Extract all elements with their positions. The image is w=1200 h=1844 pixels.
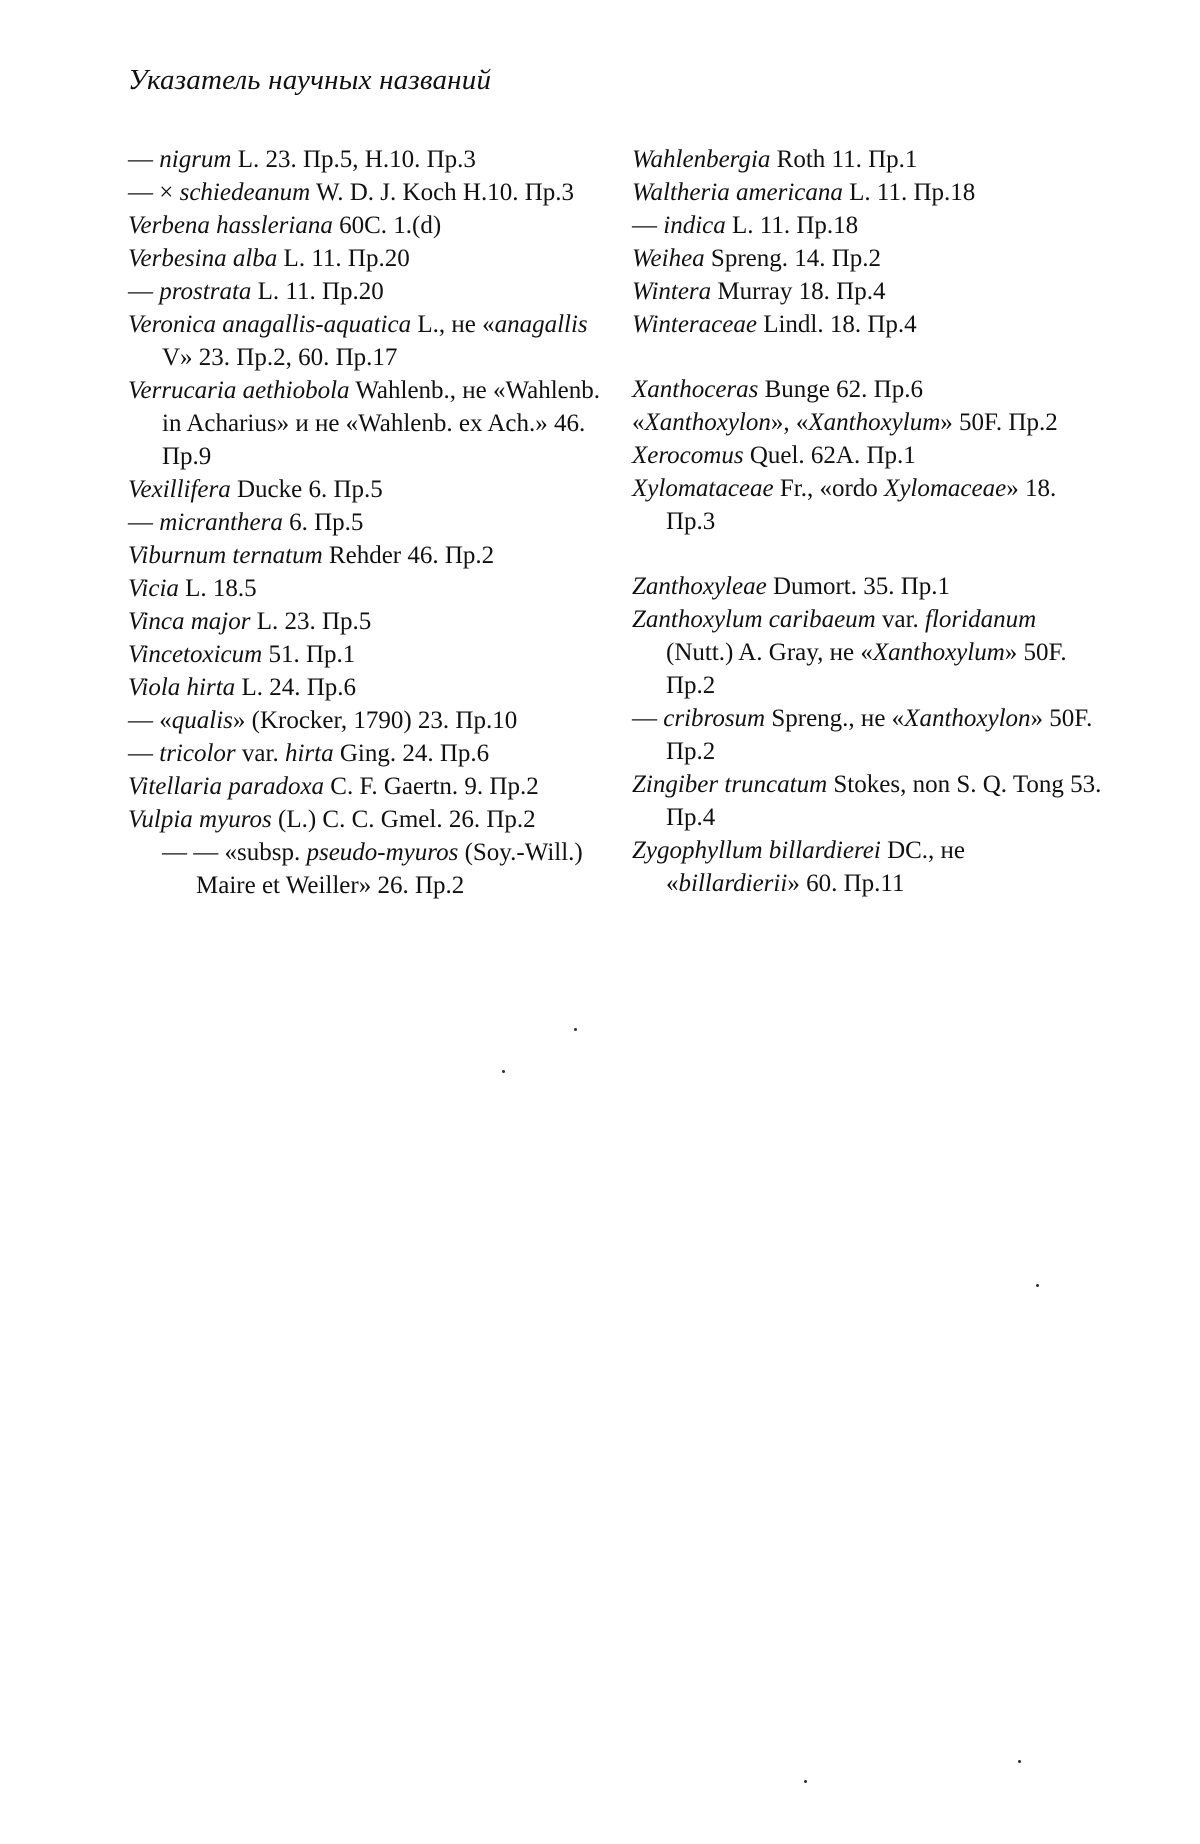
scientific-name: tricolor — [159, 740, 236, 767]
index-entry — [128, 176, 608, 209]
index-entry — [128, 374, 608, 473]
entry-reference: Stokes, non S. Q. Tong 53. Пр.4 — [666, 771, 1102, 831]
entry-reference: (L.) C. C. Gmel. 26. Пр.2 — [271, 806, 536, 833]
scientific-name: Wahlenbergia — [632, 146, 771, 173]
scientific-name: Xanthoxylum — [808, 409, 941, 436]
index-entry — [128, 143, 608, 176]
scientific-name: cribrosum — [663, 705, 766, 732]
index-entry — [632, 275, 1102, 308]
entry-reference: Roth 11. Пр.1 — [770, 146, 918, 173]
entry-reference: var. — [875, 606, 926, 633]
scan-speck — [1018, 1760, 1021, 1763]
entry-reference: L. 11. Пр.20 — [277, 245, 410, 272]
index-group-z — [632, 570, 1102, 900]
left-column — [128, 143, 608, 902]
entry-prefix: — — [128, 509, 160, 536]
index-entry — [128, 308, 608, 374]
index-entry — [128, 539, 608, 572]
entry-reference: 51. Пр.1 — [262, 641, 356, 668]
entry-reference: Murray 18. Пр.4 — [711, 278, 886, 305]
entry-reference: Fr., «ordo — [773, 475, 885, 502]
entry-reference: Rehder 46. Пр.2 — [322, 542, 495, 569]
scientific-name: Veronica anagallis-aquatica — [128, 311, 412, 338]
entry-reference: (Soy.-Will.) Maire et Weiller» 26. Пр.2 — [196, 839, 583, 899]
entry-reference: Spreng. 14. Пр.2 — [704, 245, 882, 272]
scientific-name: nigrum — [159, 146, 232, 173]
entry-reference: » (Krocker, 1790) 23. Пр.10 — [232, 707, 518, 734]
index-entry — [632, 242, 1102, 275]
index-entry — [632, 834, 1102, 900]
index-entry — [632, 373, 1102, 406]
index-entry — [632, 439, 1102, 472]
entry-reference: » 18. Пр.3 — [666, 475, 1057, 535]
scientific-name: hirta — [284, 740, 334, 767]
index-entry — [632, 702, 1102, 768]
scientific-name: Wintera — [632, 278, 712, 305]
entry-reference: Lindl. 18. Пр.4 — [756, 311, 917, 338]
scientific-name: Vulpia myuros — [128, 806, 272, 833]
index-entry — [128, 275, 608, 308]
index-entry — [128, 209, 608, 242]
scan-speck — [574, 1028, 577, 1031]
entry-reference: 60C. 1.(d) — [332, 212, 442, 239]
entry-reference: » 60. Пр.11 — [787, 870, 905, 897]
index-entry — [632, 472, 1102, 538]
right-column — [632, 143, 1102, 900]
entry-reference: L. 23. Пр.5 — [250, 608, 372, 635]
index-entry — [128, 770, 608, 803]
scientific-name: Xerocomus — [632, 442, 744, 469]
scientific-name: Verbena hassleriana — [128, 212, 333, 239]
entry-reference: Quel. 62A. Пр.1 — [743, 442, 916, 469]
entry-reference: Ducke 6. Пр.5 — [230, 476, 383, 503]
page-header: Указатель научных названий — [128, 64, 492, 96]
scientific-name: schiedeanum — [179, 179, 311, 206]
entry-prefix: — — [632, 212, 664, 239]
scientific-name: Xanthoxylon — [904, 705, 1031, 732]
index-group-x — [632, 373, 1102, 538]
index-entry — [632, 768, 1102, 834]
entry-reference: L. 11. Пр.18 — [725, 212, 859, 239]
scientific-name: qualis — [171, 707, 233, 734]
scientific-name: Verrucaria aethiobola — [128, 377, 350, 404]
scientific-name: prostrata — [159, 278, 252, 305]
scientific-name: Weihea — [632, 245, 705, 272]
entry-prefix: — — [128, 740, 160, 767]
entry-prefix: — × — [128, 179, 180, 206]
scientific-name: Winteraceae — [632, 311, 757, 338]
scientific-name: Vitellaria paradoxa — [128, 773, 325, 800]
scan-speck — [804, 1780, 807, 1783]
scientific-name: Zanthoxylum caribaeum — [632, 606, 876, 633]
index-entry — [632, 308, 1102, 341]
entry-prefix: « — [632, 409, 645, 436]
entry-reference: 6. Пр.5 — [282, 509, 364, 536]
group-spacer — [632, 538, 1102, 570]
index-entry — [128, 737, 608, 770]
index-entry — [128, 506, 608, 539]
scientific-name: Xylomataceae — [632, 475, 774, 502]
scientific-name: Vincetoxicum — [128, 641, 263, 668]
index-entry — [128, 605, 608, 638]
scientific-name: Xanthoxylon — [644, 409, 771, 436]
scientific-name: Zanthoxyleae — [632, 573, 767, 600]
group-spacer — [632, 341, 1102, 373]
scientific-name: Vexillifera — [128, 476, 231, 503]
scientific-name: Vicia — [128, 575, 179, 602]
scientific-name: Verbesina alba — [128, 245, 278, 272]
entry-reference: Dumort. 35. Пр.1 — [766, 573, 951, 600]
entry-reference: L. 18.5 — [178, 575, 257, 602]
entry-reference: Bunge 62. Пр.6 — [758, 376, 923, 403]
entry-reference: Spreng., не « — [765, 705, 905, 732]
scientific-name: Zygophyllum billardierei — [632, 837, 881, 864]
scan-speck — [1036, 1284, 1039, 1287]
scientific-name: Vinca major — [128, 608, 251, 635]
entry-reference: », « — [770, 409, 809, 436]
scientific-name: Viburnum ternatum — [128, 542, 323, 569]
index-entry — [128, 671, 608, 704]
entry-prefix: — — [128, 278, 160, 305]
index-entry — [632, 176, 1102, 209]
scientific-name: floridanum — [925, 606, 1037, 633]
entry-prefix: — — [632, 705, 664, 732]
entry-reference: » 50F. Пр.2 — [940, 409, 1058, 436]
index-entry — [128, 473, 608, 506]
entry-reference: C. F. Gaertn. 9. Пр.2 — [324, 773, 539, 800]
entry-reference: Ging. 24. Пр.6 — [333, 740, 490, 767]
entry-reference: L. 23. Пр.5, Н.10. Пр.3 — [231, 146, 476, 173]
index-entry — [128, 572, 608, 605]
entry-reference: L. 24. Пр.6 — [235, 674, 357, 701]
entry-reference: Wahlenb., не «Wahlenb. in Acharius» и не «Wahlenb. ex Ach.» 46. Пр.9 — [162, 377, 601, 470]
scientific-name: Zingiber truncatum — [632, 771, 828, 798]
entry-prefix: — — [128, 146, 160, 173]
entry-prefix: — — «subsp. — [162, 839, 307, 866]
index-entry — [632, 209, 1102, 242]
scientific-name: Xanthoceras — [632, 376, 759, 403]
index-entry — [632, 570, 1102, 603]
index-group-w — [632, 143, 1102, 341]
entry-reference: » 50F. Пр.2 — [666, 639, 1067, 699]
scientific-name: Waltheria americana — [632, 179, 843, 206]
scientific-name: pseudo-myuros — [306, 839, 459, 866]
scientific-name: indica — [663, 212, 726, 239]
scientific-name: Xylomaceae — [884, 475, 1007, 502]
index-entry — [128, 803, 608, 836]
index-entry — [128, 836, 608, 902]
entry-prefix: — « — [128, 707, 172, 734]
entry-reference: L. 11. Пр.20 — [251, 278, 384, 305]
index-entry — [128, 638, 608, 671]
entry-reference: L. 11. Пр.18 — [842, 179, 976, 206]
scan-speck — [502, 1070, 505, 1073]
index-entry — [632, 143, 1102, 176]
entry-reference: W. D. J. Koch H.10. Пр.3 — [310, 179, 575, 206]
entry-reference: L., не « — [411, 311, 495, 338]
index-entry — [632, 406, 1102, 439]
entry-reference: V» 23. Пр.2, 60. Пр.17 — [162, 344, 398, 371]
index-entry — [128, 242, 608, 275]
index-entry — [128, 704, 608, 737]
entry-reference: (Nutt.) A. Gray, не « — [666, 639, 873, 666]
entry-reference: DC., не « — [666, 837, 966, 897]
scientific-name: billardierii — [678, 870, 788, 897]
scientific-name: Viola hirta — [128, 674, 236, 701]
scientific-name: anagallis — [494, 311, 588, 338]
entry-reference: var. — [235, 740, 285, 767]
index-entry — [632, 603, 1102, 702]
entry-reference: » 50F. Пр.2 — [666, 705, 1093, 765]
scientific-name: Xanthoxylum — [872, 639, 1005, 666]
scientific-name: micranthera — [159, 509, 283, 536]
